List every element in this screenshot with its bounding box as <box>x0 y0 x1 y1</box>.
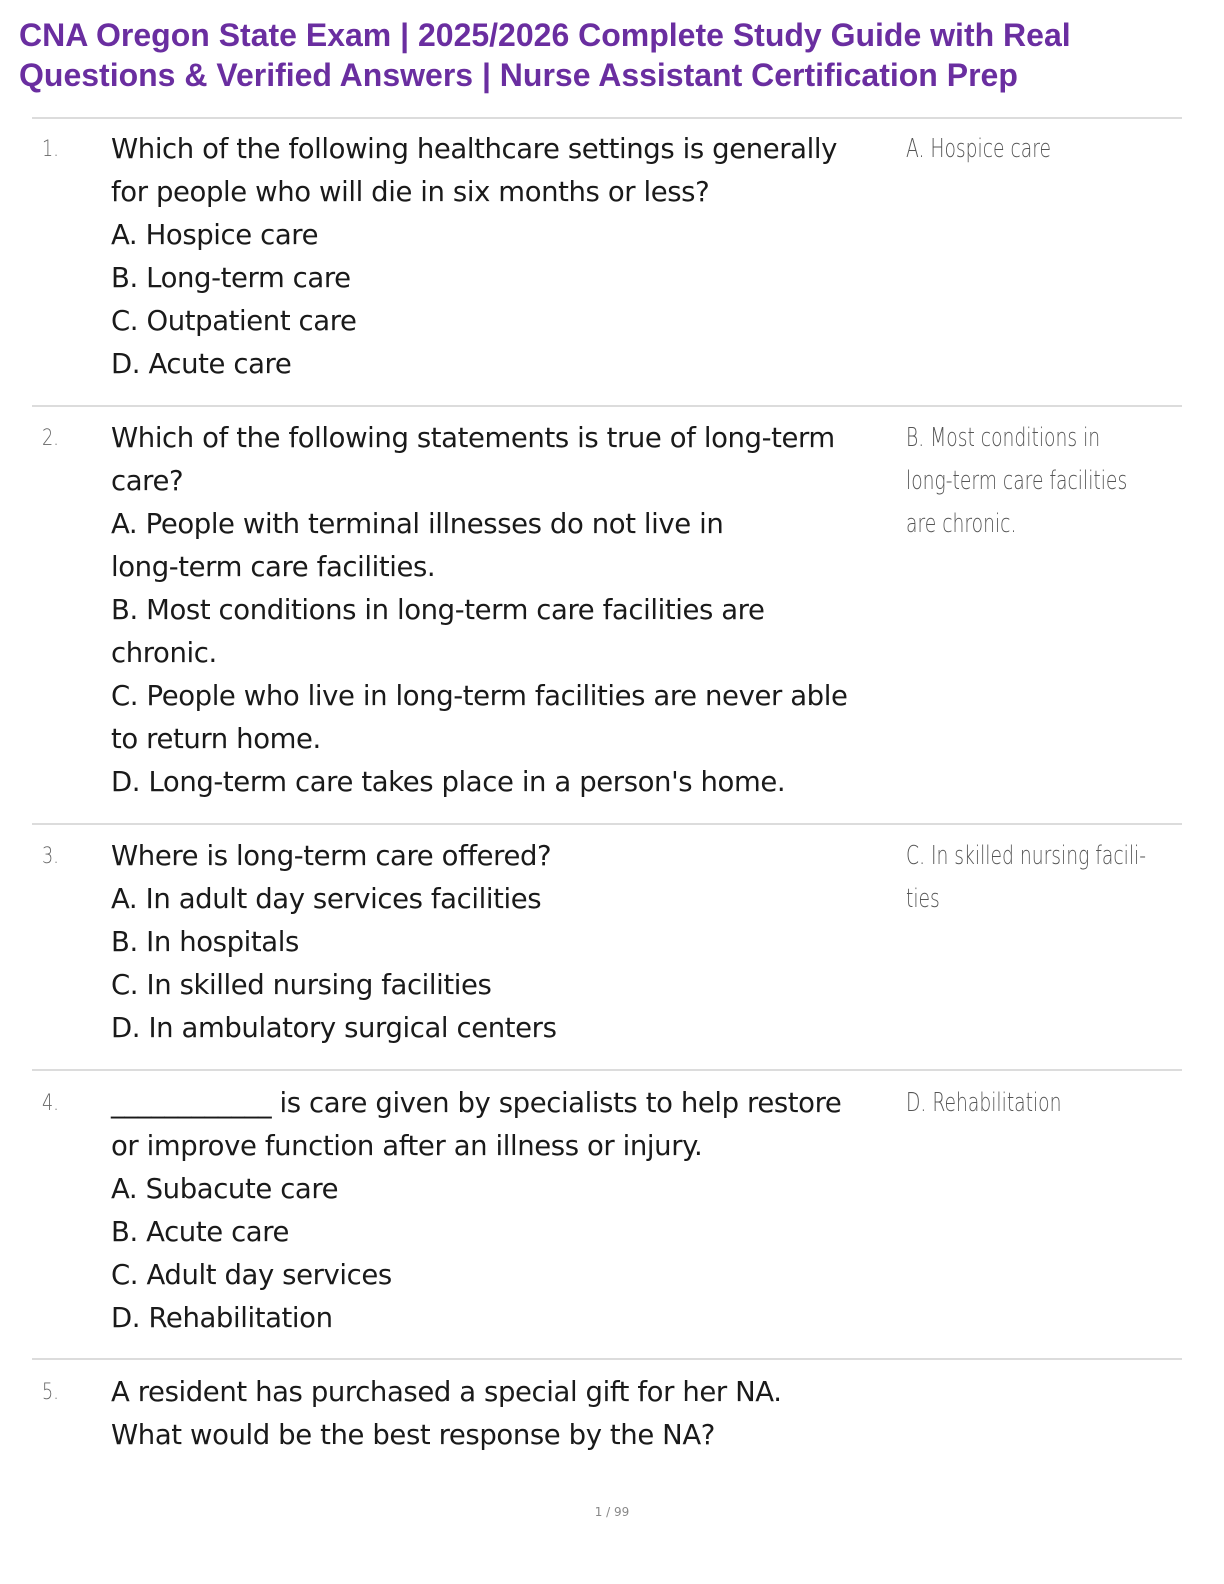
option-b: B. Long-term care <box>111 262 351 294</box>
answer-text <box>906 417 1176 546</box>
question-line: ____________ is care given by specialists to help restore <box>111 1087 842 1119</box>
page-indicator: 1 / 99 <box>594 1505 630 1519</box>
card-number: 5. <box>42 1380 59 1405</box>
option-c: C. Adult day services <box>111 1259 392 1291</box>
question-line: Which of the following healthcare settings is generally <box>111 133 837 165</box>
card-divider <box>32 405 1182 407</box>
question-text <box>111 1371 901 1457</box>
card-number: 2. <box>42 426 59 451</box>
question-line: care? <box>111 465 184 497</box>
question-text <box>111 128 901 386</box>
option-b: B. Most conditions in long-term care facilities are <box>111 594 765 626</box>
answer-line: B. Most conditions in <box>906 423 1101 453</box>
card-number: 1. <box>42 137 59 162</box>
question-line: for people who will die in six months or less? <box>111 176 710 208</box>
answer-line: ties <box>906 884 940 914</box>
question-line: A resident has purchased a special gift for her NA. <box>111 1376 782 1408</box>
answer-line: long-term care facilities <box>906 466 1128 496</box>
question-line: Which of the following statements is true of long-term <box>111 422 835 454</box>
answer-text <box>906 1082 1176 1125</box>
option-b: B. In hospitals <box>111 926 299 958</box>
option-c: C. In skilled nursing facilities <box>111 969 492 1001</box>
card-divider <box>32 1069 1182 1071</box>
option-c-cont: to return home. <box>111 723 321 755</box>
option-a-cont: long-term care facilities. <box>111 551 436 583</box>
answer-text <box>906 128 1176 171</box>
option-a: A. In adult day services facilities <box>111 883 542 915</box>
option-c: C. People who live in long-term facilities are never able <box>111 680 848 712</box>
answer-line: D. Rehabilitation <box>906 1088 1062 1118</box>
question-text <box>111 417 901 804</box>
card-number: 4. <box>42 1091 59 1116</box>
document-title <box>19 15 1199 95</box>
option-d: D. Acute care <box>111 348 292 380</box>
option-b: B. Acute care <box>111 1216 290 1248</box>
option-a: A. Subacute care <box>111 1173 339 1205</box>
option-d: D. Long-term care takes place in a person's home. <box>111 766 786 798</box>
answer-text <box>906 835 1176 921</box>
option-a: A. People with terminal illnesses do not live in <box>111 508 724 540</box>
title-line-2: Questions & Verified Answers | Nurse Assistant Certification Prep <box>19 57 1018 93</box>
option-b-cont: chronic. <box>111 637 217 669</box>
answer-line: C. In skilled nursing facili- <box>906 841 1146 871</box>
title-line-1: CNA Oregon State Exam | 2025/2026 Complete Study Guide with Real <box>19 17 1071 53</box>
title-divider <box>32 117 1182 119</box>
question-text <box>111 1082 901 1340</box>
question-line: What would be the best response by the NA? <box>111 1419 715 1451</box>
option-c: C. Outpatient care <box>111 305 357 337</box>
card-divider <box>32 1358 1182 1360</box>
question-text <box>111 835 901 1050</box>
answer-line: are chronic. <box>906 509 1017 539</box>
card-number: 3. <box>42 844 59 869</box>
answer-line: A. Hospice care <box>906 134 1052 164</box>
option-d: D. Rehabilitation <box>111 1302 333 1334</box>
option-d: D. In ambulatory surgical centers <box>111 1012 557 1044</box>
option-a: A. Hospice care <box>111 219 319 251</box>
question-line: or improve function after an illness or injury. <box>111 1130 703 1162</box>
question-line: Where is long-term care offered? <box>111 840 552 872</box>
card-divider <box>32 823 1182 825</box>
